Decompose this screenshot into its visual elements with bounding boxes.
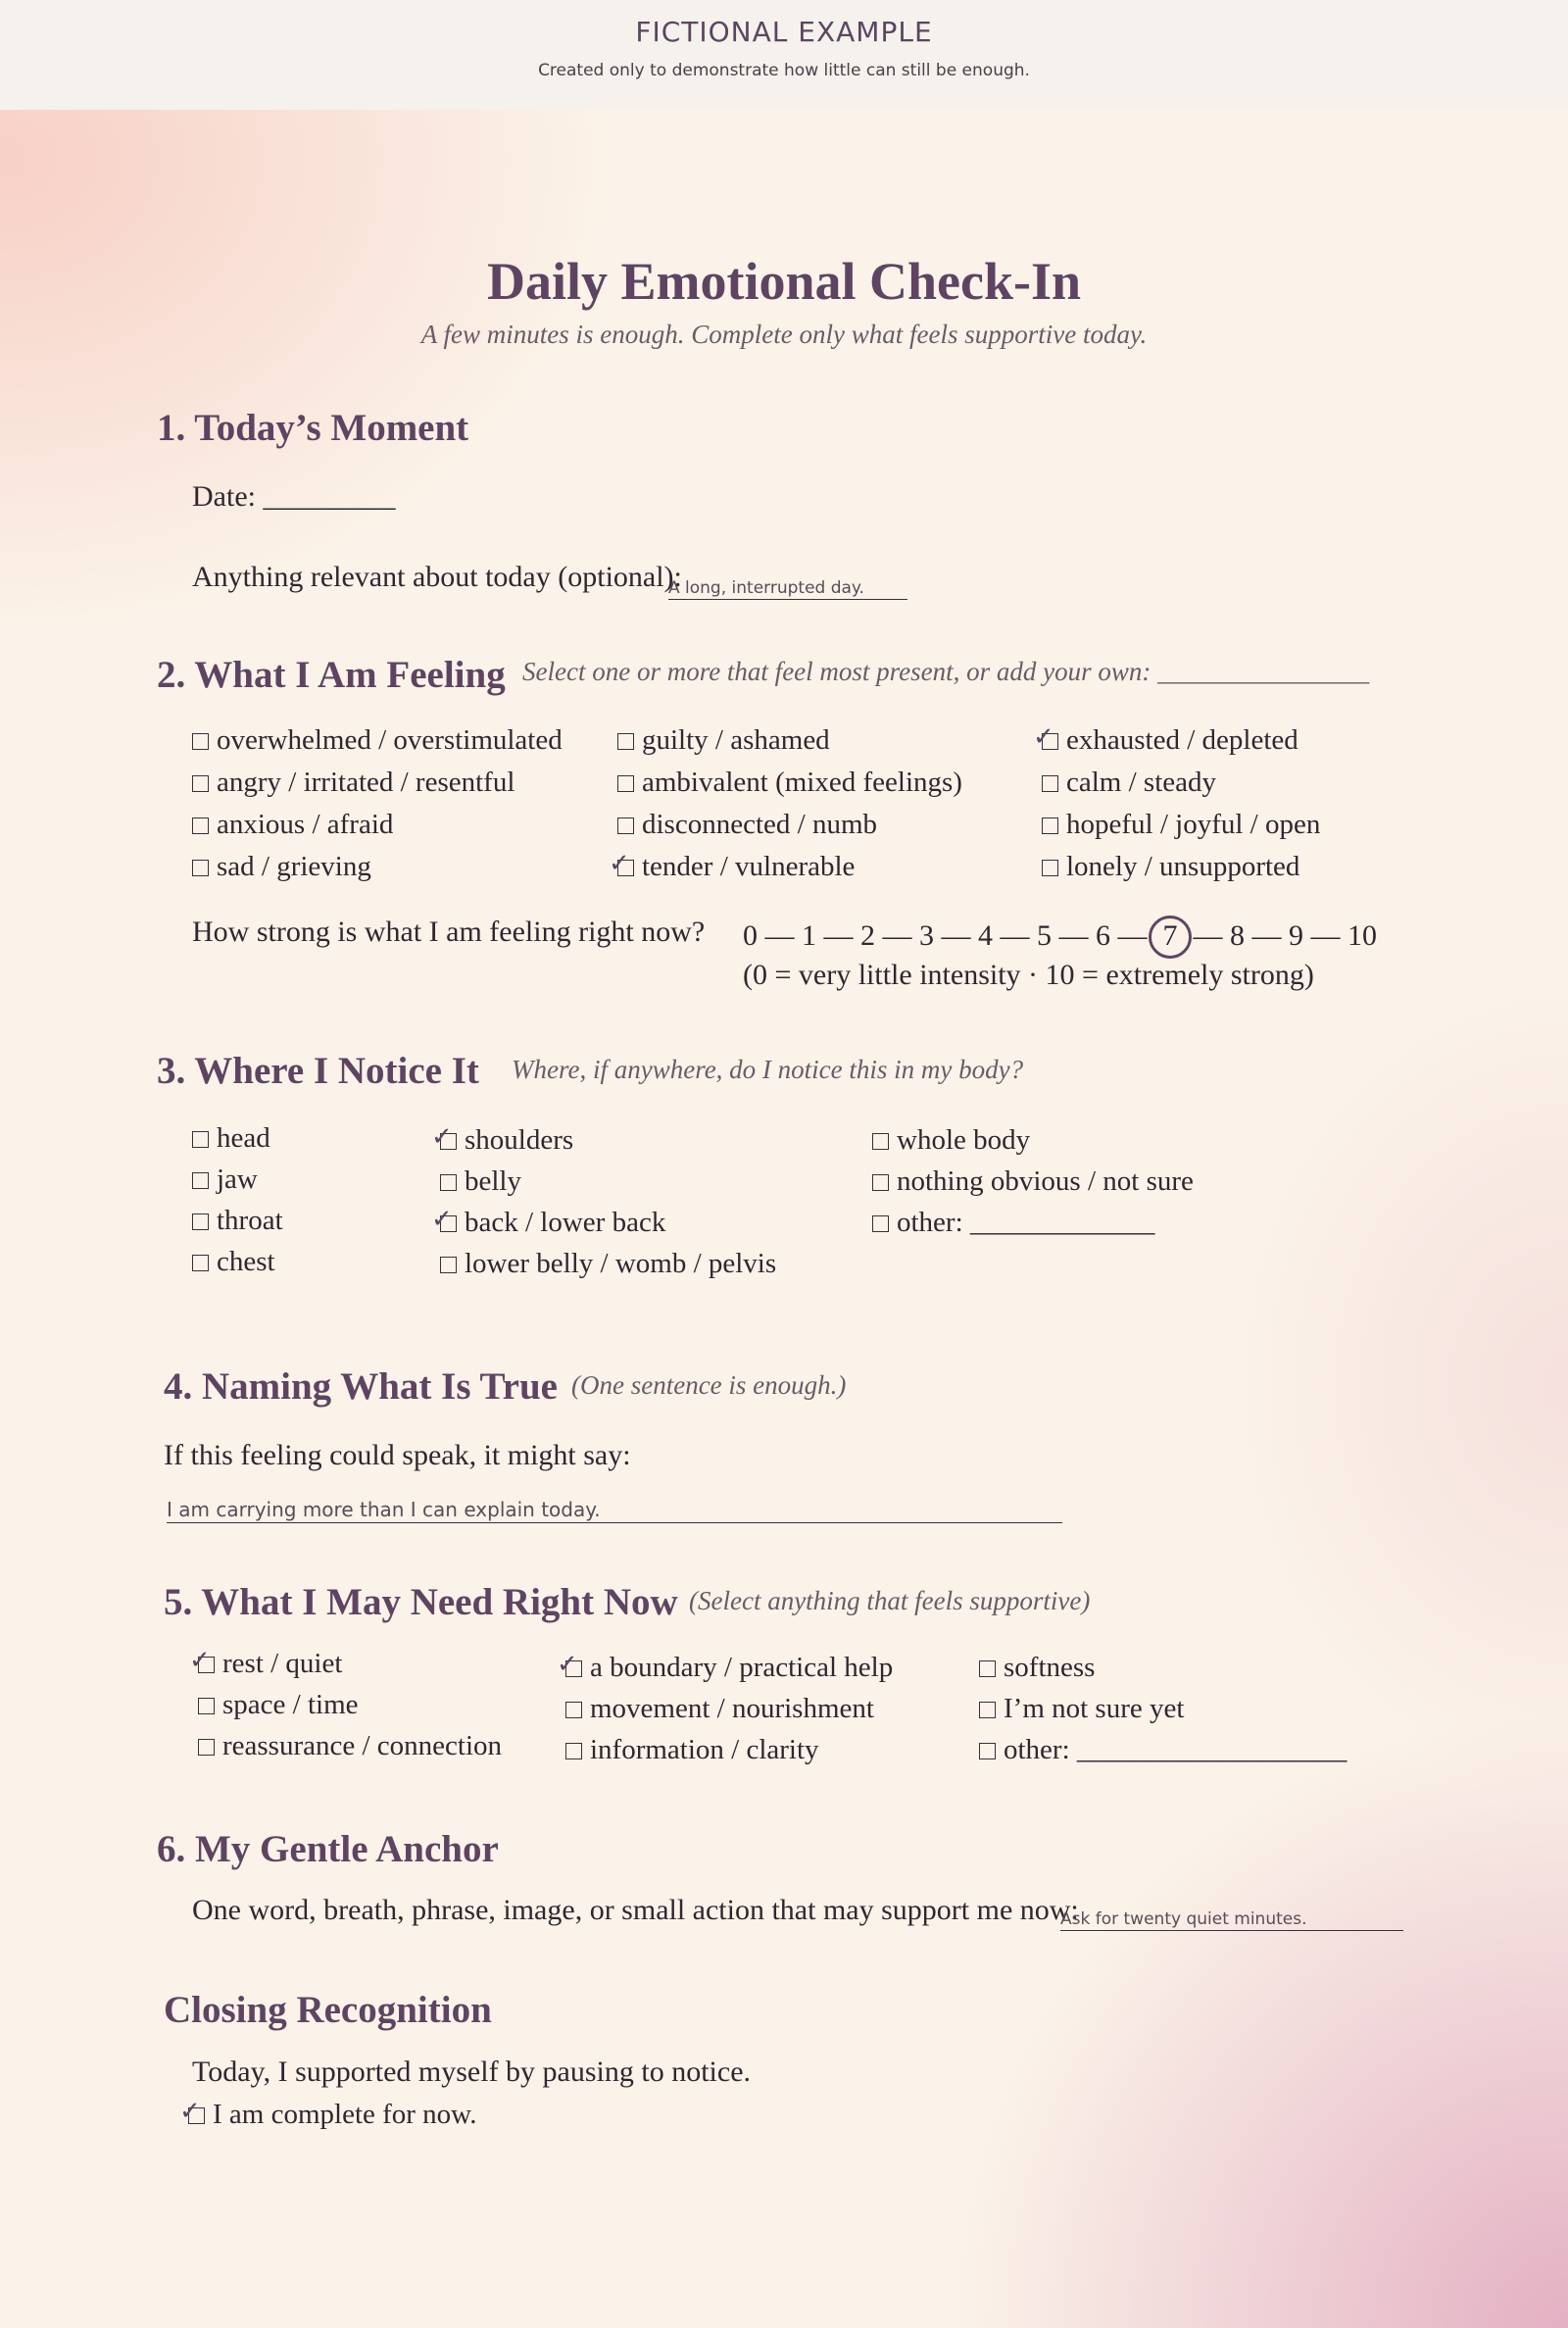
checkbox[interactable] — [872, 1174, 889, 1191]
need-option[interactable]: movement / nourishment — [565, 1688, 893, 1729]
body-option[interactable]: nothing obvious / not sure — [872, 1161, 1194, 1202]
need-option[interactable]: ✓ rest / quiet — [189, 1646, 343, 1679]
section-4-note: (One sentence is enough.) — [571, 1370, 847, 1400]
checkbox[interactable] — [192, 733, 209, 750]
need-option[interactable]: space / time — [198, 1684, 502, 1725]
checkbox[interactable] — [179, 2097, 205, 2126]
worksheet-page — [0, 110, 1568, 2328]
page-subtitle: A few minutes is enough. Complete only what feels supportive today. — [420, 320, 1148, 349]
checkbox[interactable] — [1042, 775, 1058, 792]
intensity-legend: (0 = very little intensity · 10 = extremely strong) — [743, 959, 1314, 991]
need-option[interactable]: information / clarity — [565, 1729, 893, 1770]
checkmark-icon: ✓ — [179, 2097, 201, 2126]
anchor-answer: Ask for twenty quiet minutes. — [1060, 1909, 1403, 1931]
checkbox[interactable] — [872, 1133, 889, 1150]
checkbox[interactable] — [1042, 817, 1058, 834]
speak-field[interactable] — [167, 1498, 1062, 1523]
feeling-option[interactable]: angry / irritated / resentful — [192, 762, 563, 804]
relevant-field[interactable] — [668, 578, 907, 600]
body-option[interactable]: jaw — [192, 1159, 283, 1200]
feelings-col-1 — [192, 719, 563, 888]
checkbox[interactable] — [192, 1172, 209, 1189]
date-field[interactable]: Date: _________ — [192, 480, 396, 513]
feeling-option[interactable]: disconnected / numb — [617, 804, 962, 846]
checkbox[interactable] — [617, 775, 634, 792]
body-option[interactable]: belly — [440, 1161, 776, 1202]
checkbox[interactable] — [192, 1255, 209, 1271]
checkbox[interactable] — [979, 1702, 996, 1718]
selected-intensity[interactable]: 7 — [1149, 916, 1192, 959]
section-3-note: Where, if anywhere, do I notice this in my body? — [512, 1055, 1024, 1084]
checkbox[interactable] — [192, 1214, 209, 1230]
checkmark-icon: ✓ — [1033, 722, 1054, 752]
feeling-option[interactable]: calm / steady — [1042, 762, 1320, 804]
checkbox[interactable] — [565, 1702, 582, 1718]
checkbox[interactable] — [440, 1257, 457, 1273]
section-6-heading: 6. My Gentle Anchor — [157, 1828, 499, 1870]
section-2-heading: 2. What I Am Feeling — [157, 654, 506, 696]
section-2-note: Select one or more that feel most present, or add your own: ________________ — [522, 657, 1370, 686]
feeling-option[interactable]: overwhelmed / overstimulated — [192, 719, 563, 762]
body-option[interactable]: ✓ shoulders — [431, 1122, 574, 1156]
checkmark-icon: ✓ — [431, 1205, 453, 1234]
intensity-scale[interactable] — [743, 916, 1377, 959]
needs-col-3 — [979, 1647, 1347, 1770]
body-option[interactable]: whole body — [872, 1119, 1194, 1161]
section-4-prompt: If this feeling could speak, it might say: — [164, 1439, 631, 1471]
body-option[interactable]: ✓ back / lower back — [431, 1205, 666, 1238]
need-option[interactable]: other: ___________________ — [979, 1729, 1347, 1770]
checkmark-icon: ✓ — [557, 1650, 578, 1679]
closing-line: Today, I supported myself by pausing to notice. — [192, 2056, 752, 2088]
checkbox[interactable] — [440, 1174, 457, 1191]
checkbox[interactable] — [617, 817, 634, 834]
relevant-label: Anything relevant about today (optional): — [192, 561, 682, 593]
anchor-field[interactable] — [1060, 1909, 1403, 1931]
example-banner — [0, 0, 1568, 110]
feeling-option[interactable]: guilty / ashamed — [617, 719, 962, 762]
feeling-option[interactable]: ✓ tender / vulnerable — [609, 849, 856, 882]
body-col-2 — [431, 1119, 777, 1284]
checkbox[interactable] — [192, 1131, 209, 1148]
section-1-heading: 1. Today’s Moment — [157, 407, 469, 449]
checkbox[interactable] — [557, 1650, 582, 1679]
checkbox[interactable] — [565, 1743, 582, 1759]
need-option[interactable]: I’m not sure yet — [979, 1688, 1347, 1729]
banner-title: FICTIONAL EXAMPLE — [635, 16, 933, 48]
checkmark-icon: ✓ — [431, 1122, 453, 1152]
complete-label: I am complete for now. — [213, 2099, 477, 2130]
feeling-option[interactable]: sad / grieving — [192, 846, 563, 888]
needs-col-1 — [189, 1643, 503, 1766]
section-5-heading: 5. What I May Need Right Now — [164, 1581, 678, 1623]
anchor-prompt: One word, breath, phrase, image, or small action that may support me now: — [192, 1894, 1079, 1926]
closing-heading: Closing Recognition — [164, 1989, 492, 2031]
checkbox[interactable] — [1042, 860, 1058, 876]
checkbox[interactable] — [872, 1215, 889, 1232]
body-option[interactable]: head — [192, 1117, 283, 1159]
checkmark-icon: ✓ — [189, 1646, 211, 1675]
need-option[interactable]: reassurance / connection — [198, 1725, 502, 1766]
need-option[interactable]: ✓ a boundary / practical help — [557, 1650, 894, 1683]
checkbox[interactable] — [192, 775, 209, 792]
section-5-note: (Select anything that feels supportive) — [689, 1586, 1091, 1615]
page-title: Daily Emotional Check-In — [486, 252, 1082, 311]
checkbox[interactable] — [979, 1660, 996, 1677]
need-option[interactable]: softness — [979, 1647, 1347, 1688]
feeling-option[interactable]: lonely / unsupported — [1042, 846, 1320, 888]
checkbox[interactable] — [198, 1698, 215, 1714]
feeling-option[interactable]: ✓ exhausted / depleted — [1033, 722, 1298, 756]
checkbox[interactable] — [609, 849, 634, 878]
intensity-label: How strong is what I am feeling right now? — [192, 916, 706, 948]
checkbox[interactable] — [617, 733, 634, 750]
banner-subtitle: Created only to demonstrate how little can still be enough. — [538, 61, 1030, 80]
checkbox[interactable] — [192, 817, 209, 834]
checkbox[interactable] — [1033, 722, 1058, 752]
checkbox[interactable] — [192, 860, 209, 876]
body-option[interactable]: chest — [192, 1241, 283, 1282]
feelings-col-2 — [609, 719, 962, 888]
feeling-option[interactable]: anxious / afraid — [192, 804, 563, 846]
checkbox[interactable] — [198, 1739, 215, 1756]
feeling-option[interactable]: hopeful / joyful / open — [1042, 804, 1320, 846]
feeling-option[interactable]: ambivalent (mixed feelings) — [617, 762, 962, 804]
relevant-answer: A long, interrupted day. — [668, 578, 907, 600]
body-col-1 — [192, 1117, 283, 1282]
checkmark-icon: ✓ — [609, 849, 630, 878]
scale-before: 0 — 1 — 2 — 3 — 4 — 5 — 6 — — [743, 919, 1148, 952]
body-option[interactable]: other: _____________ — [872, 1202, 1194, 1243]
body-col-3 — [872, 1119, 1194, 1243]
scale-after: — 8 — 9 — 10 — [1193, 919, 1377, 952]
speak-answer: I am carrying more than I can explain today. — [167, 1498, 1062, 1523]
body-option[interactable]: lower belly / womb / pelvis — [440, 1243, 776, 1284]
checkbox[interactable] — [979, 1743, 996, 1759]
checkbox[interactable] — [431, 1205, 457, 1234]
section-4-heading: 4. Naming What Is True — [164, 1365, 558, 1408]
checkbox[interactable] — [189, 1646, 215, 1675]
section-3-heading: 3. Where I Notice It — [157, 1050, 479, 1092]
feelings-col-3 — [1033, 719, 1321, 888]
needs-col-2 — [557, 1647, 894, 1770]
complete-option[interactable] — [179, 2097, 477, 2131]
checkbox[interactable] — [431, 1122, 457, 1152]
body-option[interactable]: throat — [192, 1200, 283, 1241]
